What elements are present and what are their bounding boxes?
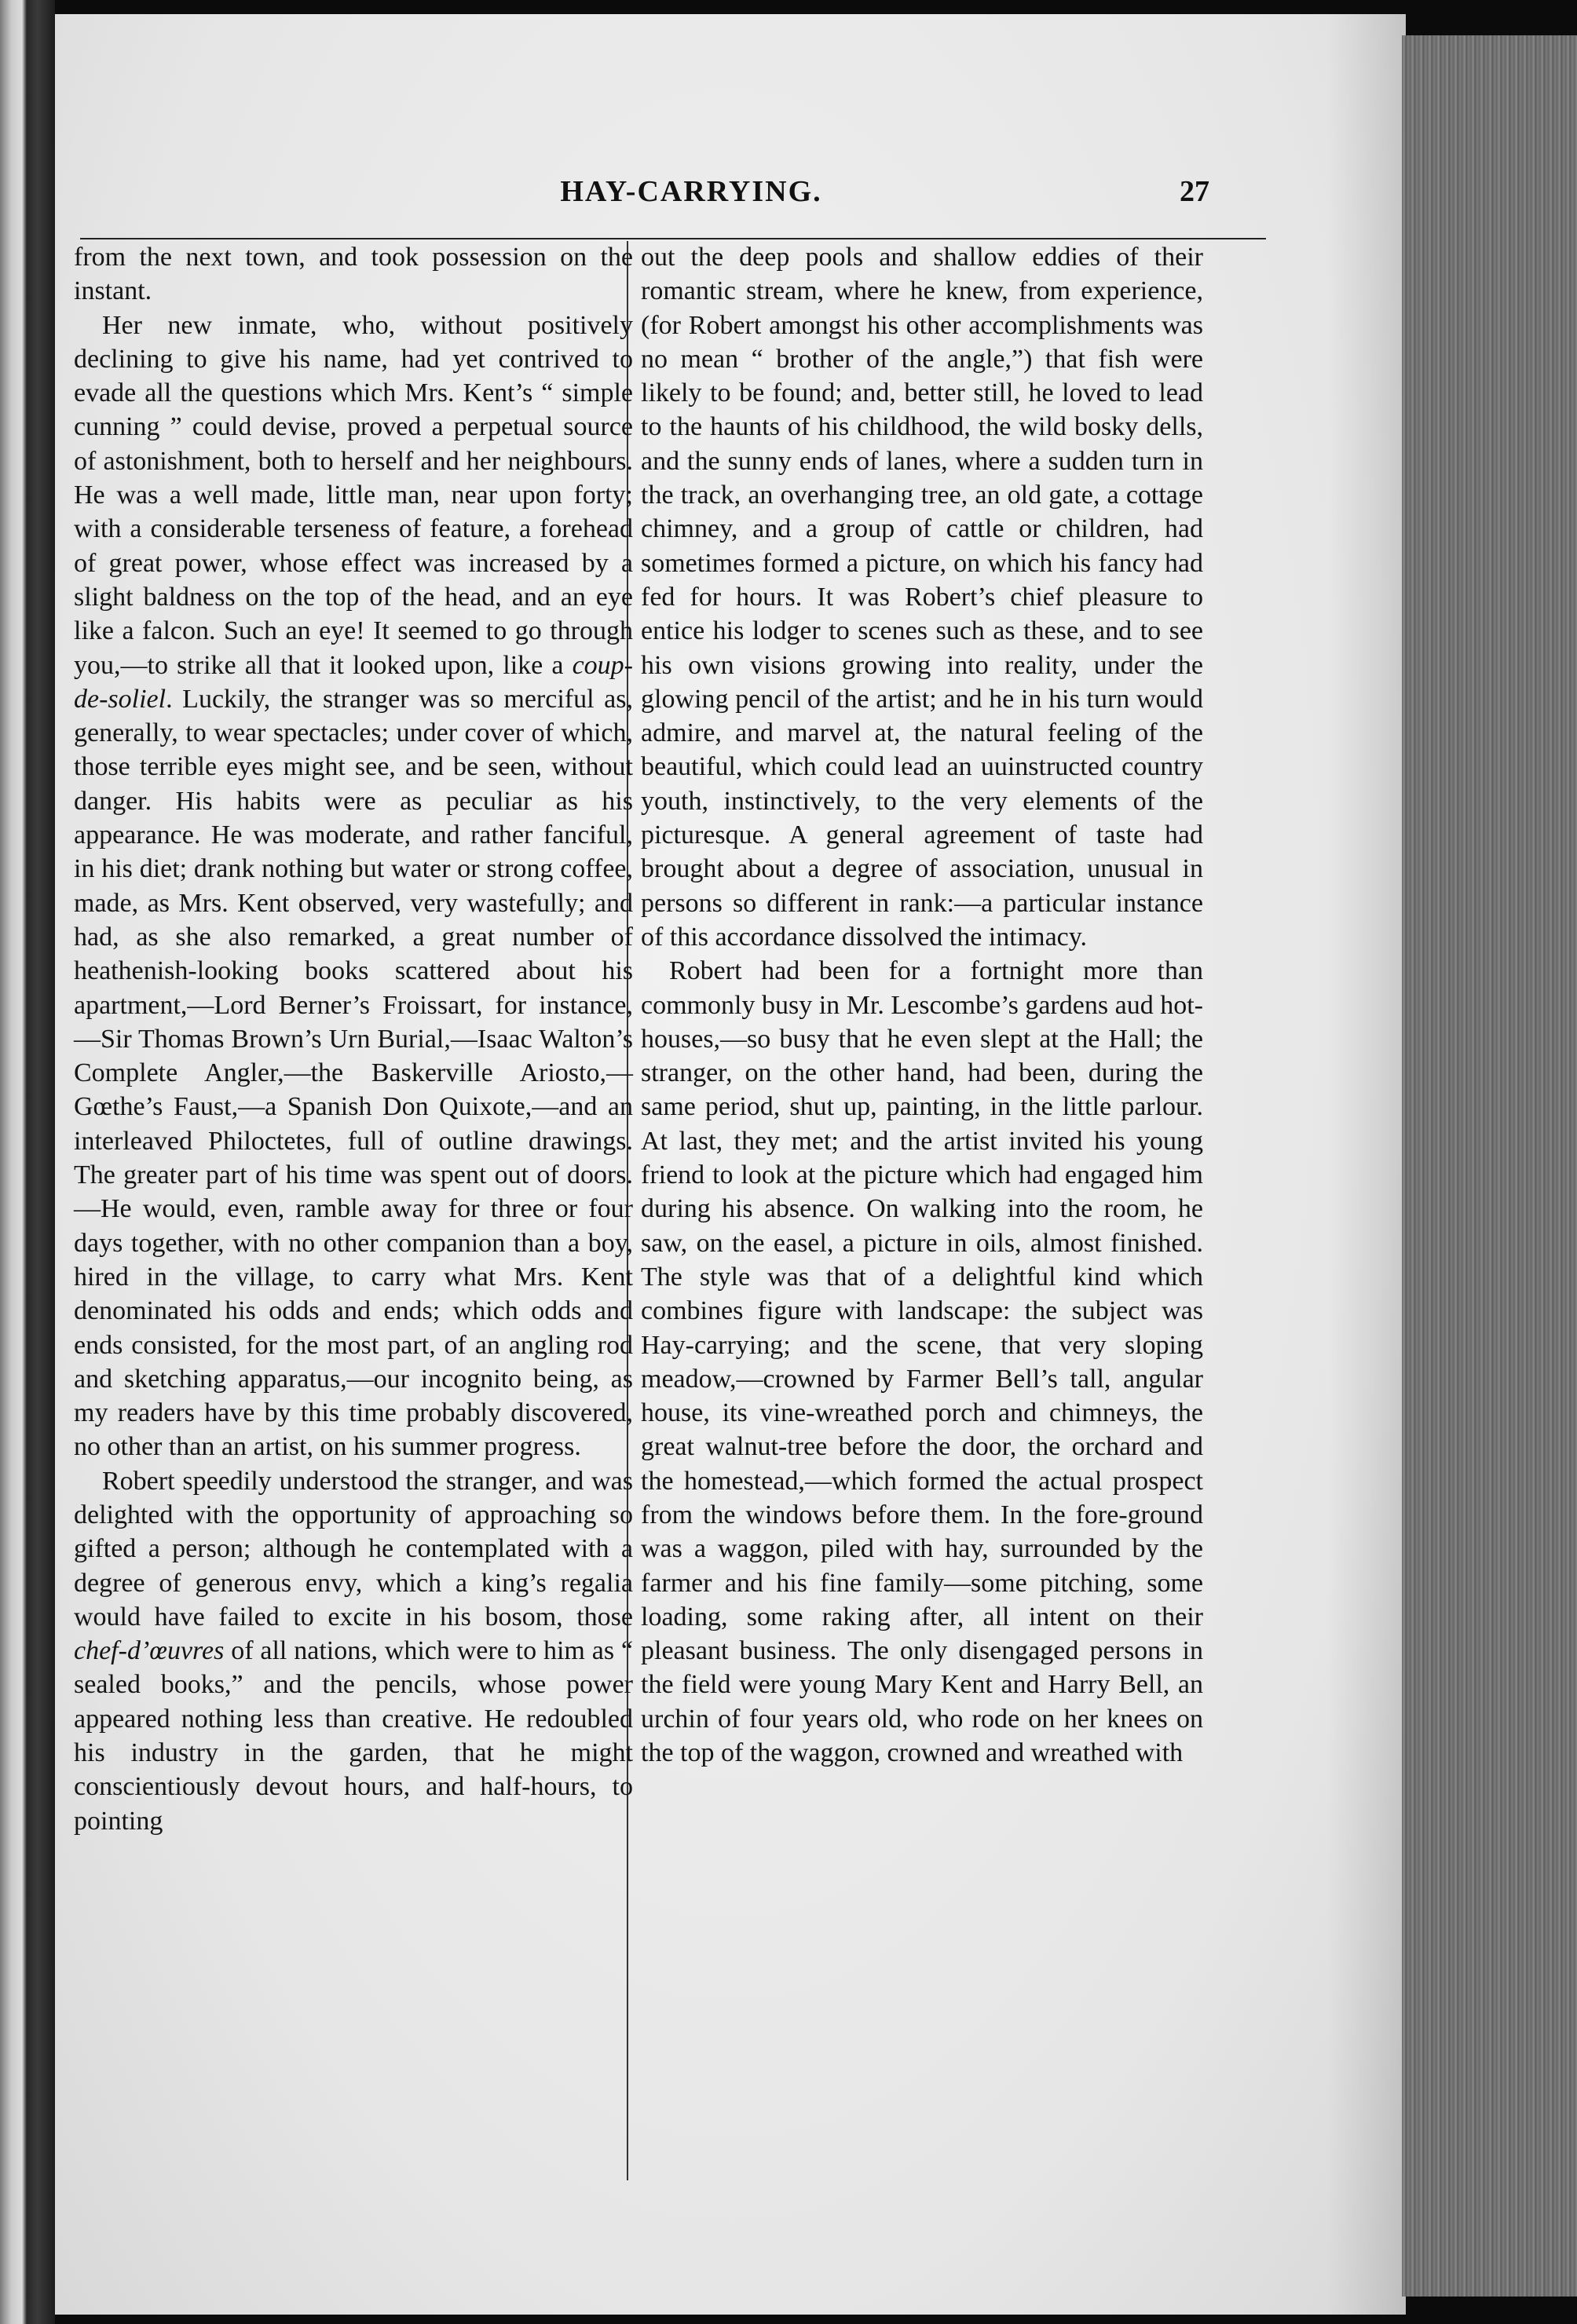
paragraph (74, 1464, 633, 1838)
page-title: HAY-CARRYING. (560, 175, 822, 208)
running-head (0, 174, 1577, 221)
italic-phrase: coup-de-soliel (74, 650, 633, 714)
paragraph: Robert had been for a fortnight more than commonly busy in Mr. Lescombe’s gardens aud hot-houses,—so busy that he even slept at the Hall; the stranger, on the other hand, had been, during the same period, shut up, painting, in the little parlour. At last, they met; and the artist invited his young friend to look at the picture which had engaged him during his absence. On walking into the room, he saw, on the easel, a picture in oils, almost finished. The style was that of a delightful kind which combines figure with landscape: the subject was Hay-carrying; and the scene, that very sloping meadow,—crowned by Farmer Bell’s tall, angular house, its vine-wreathed porch and chimneys, the great walnut-tree before the door, the orchard and the homestead,—which formed the actual prospect from the windows before them. In the fore-ground was a waggon, piled with hay, surrounded by the farmer and his fine family—some pitching, some loading, some raking after, all intent on their pleasant business. The only disengaged persons in the field were young Mary Kent and Harry Bell, an urchin of four years old, who rode on her knees on the top of the waggon, crowned and wreathed with (641, 956, 1203, 1768)
paragraph-text: . Luckily, the stranger was so merciful as, generally, to wear spectacles; under cover of which, those terrible eyes might see, and be seen, without danger. His habits were as peculiar as his appearance. He was moderate, and rather fanciful, in his diet; drank nothing but water or strong coffee, made, as Mrs. Kent observed, very wastefully; and had, as she also remarked, a great number of heathenish-looking books scattered about his apartment,—Lord Berner’s Froissart, for instance,—Sir Thomas Brown’s Urn Burial,—Isaac Walton’s Complete Angler,—the Baskerville Ariosto,—Gœthe’s Faust,—a Spanish Don Quixote,—and an interleaved Philoctetes, full of outline drawings. The greater part of his time was spent out of doors.—He would, even, ramble away for three or four days together, with no other companion than a boy, hired in the village, to carry what Mrs. Kent denominated his odds and ends; which odds and ends consisted, for the most part, of an angling rod and sketching apparatus,—our incognito being, as my readers have by this time probably discovered, no other than an artist, on his summer progress. (74, 684, 633, 1462)
header-rule (80, 238, 1266, 239)
paragraph-text: of all nations, which were to him as “ sealed books,” and the pencils, whose power appeared nothing less than creative. He redoubled his industry in the garden, that he might conscientiously devout hours, and half-hours, to pointing (74, 1636, 633, 1836)
italic-phrase: chef-d’œuvres (74, 1636, 225, 1666)
left-column (74, 240, 633, 1838)
paragraph: out the deep pools and shallow eddies of their romantic stream, where he knew, from experience, (for Robert amongst his other accomplishments was no mean “ brother of the angle,”) that fish were likely to be found; and, better still, he loved to lead to the haunts of his childhood, the wild bosky dells, and the sunny ends of lanes, where a sudden turn in the track, an overhanging tree, an old gate, a cottage chimney, and a group of cattle or children, had sometimes formed a picture, on which his fancy had fed for hours. It was Robert’s chief pleasure to entice his lodger to scenes such as these, and to see his own visions growing into reality, under the glowing pencil of the artist; and he in his turn would admire, and marvel at, the natural feeling of the beautiful, which could lead an uuinstructed country youth, instinctively, to the very elements of the picturesque. A general agreement of taste had brought about a degree of association, unusual in persons so different in rank:—a particular instance of this accordance dissolved the intimacy. (641, 243, 1203, 952)
paragraph: from the next town, and took possession on the instant. (74, 243, 633, 306)
page-curve-shadow (1327, 14, 1406, 2315)
right-column (641, 240, 1203, 1770)
paragraph-text: Robert speedily understood the stranger, and was delighted with the opportunity of approaching so gifted a person; although he contemplated with a degree of generous envy, which a king’s regalia would have failed to excite in his bosom, those (74, 1466, 633, 1632)
page-number: 27 (1180, 175, 1209, 208)
book-fore-edge (1402, 35, 1577, 2297)
paragraph (74, 309, 633, 1464)
paragraph-text: Her new inmate, who, without positively declining to give his name, had yet contrived to evade all the questions which Mrs. Kent’s “ simple cunning ” could devise, proved a perpetual source of astonishment, both to herself and her neighbours. He was a well made, little man, near upon forty; with a considerable terseness of feature, a forehead of great power, whose effect was increased by a slight baldness on the top of the head, and an eye like a falcon. Such an eye! It seemed to go through you,—to strike all that it looked upon, like a (74, 310, 633, 680)
book-gutter (0, 0, 55, 2324)
